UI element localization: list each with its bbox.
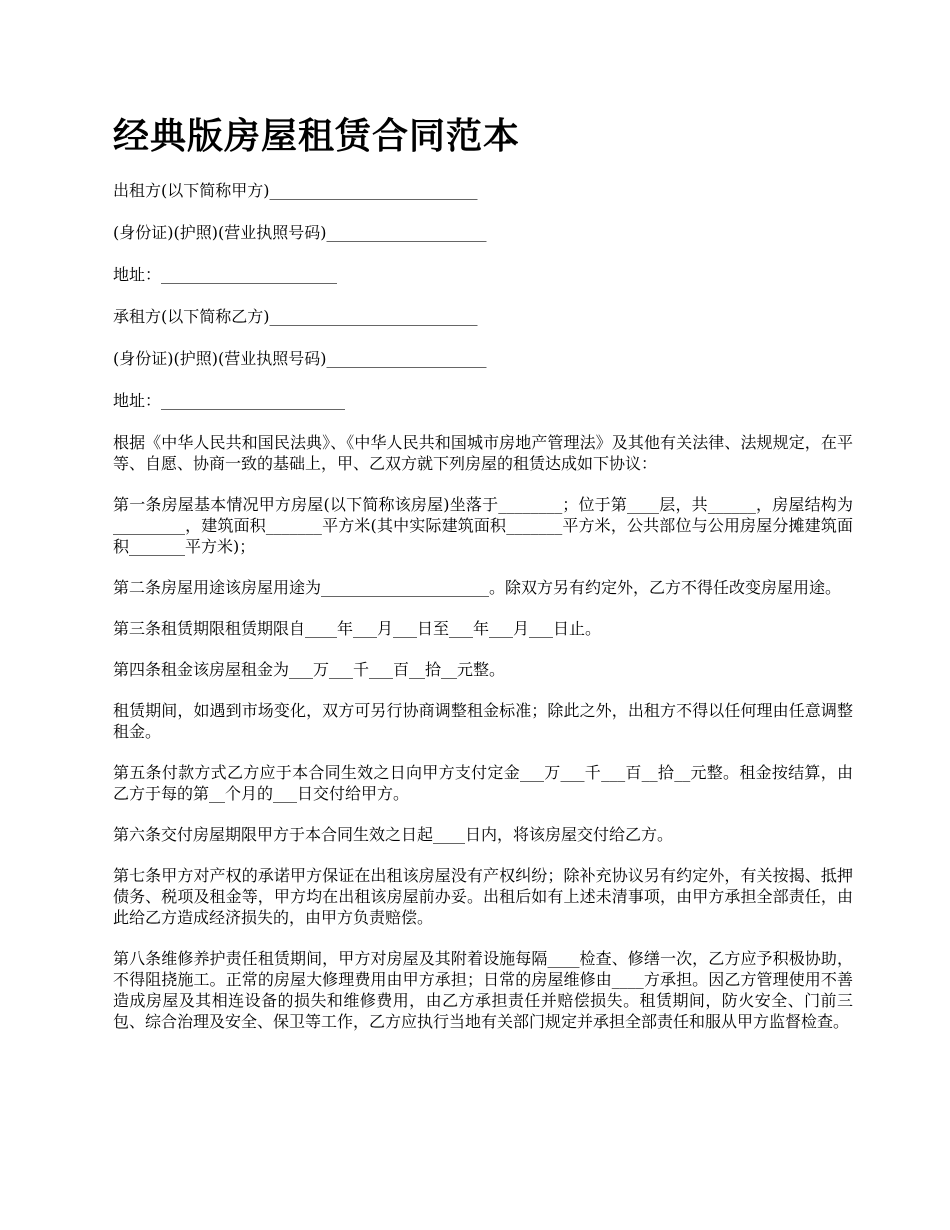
article-5-paragraph: 第五条付款方式乙方应于本合同生效之日向甲方支付定金___万___千___百__拾__元整。租金按结算，由乙方于每的第__个月的___日交付给甲方。: [113, 763, 853, 803]
article-3-paragraph: 第三条租赁期限租赁期限自____年___月___日至___年___月___日止。: [113, 619, 602, 638]
document-page: [113, 112, 853, 1052]
article-6-paragraph: 第六条交付房屋期限甲方于本合同生效之日起____日内，将该房屋交付给乙方。: [113, 825, 674, 844]
lessee-name-field: 承租方(以下简称乙方)__________________________: [113, 307, 478, 326]
preamble-paragraph: 根据《中华人民共和国民法典》、《中华人民共和国城市房地产管理法》及其他有关法律、法规规定，在平等、自愿、协商一致的基础上，甲、乙双方就下列房屋的租赁达成如下协议：: [113, 433, 853, 473]
article-2-paragraph: 第二条房屋用途该房屋用途为_____________________。除双方另有约定外，乙方不得任改变房屋用途。: [113, 578, 842, 597]
article-4-paragraph: 第四条租金该房屋租金为___万___千___百__拾__元整。: [113, 660, 506, 679]
document-title: 经典版房屋租赁合同范本: [113, 115, 521, 157]
lessee-address-field: 地址：_______________________: [113, 391, 346, 410]
lessee-id-field: (身份证)(护照)(营业执照号码)____________________: [113, 349, 487, 368]
lessor-address-field: 地址：______________________: [113, 265, 338, 284]
article-1-paragraph: 第一条房屋基本情况甲方房屋(以下简称该房屋)坐落于________；位于第____层，共______，房屋结构为_________，建筑面积_______平方米(其中实际建筑面积_______平方米，公共部位与公用房屋分摊建筑面积_______平方米)；: [113, 495, 853, 556]
lessor-name-field: 出租方(以下简称甲方)__________________________: [113, 181, 478, 200]
article-8-paragraph: 第八条维修养护责任租赁期间，甲方对房屋及其附着设施每隔____检查、修缮一次，乙方应予积极协助，不得阻挠施工。正常的房屋大修理费用由甲方承担；日常的房屋维修由____方承担。因乙方管理使用不善造成房屋及其相连设备的损失和维修费用，由乙方承担责任并赔偿损失。租赁期间，防火安全、门前三包、综合治理及安全、保卫等工作，乙方应执行当地有关部门规定并承担全部责任和服从甲方监督检查。: [113, 949, 853, 1031]
rent-adjustment-paragraph: 租赁期间，如遇到市场变化，双方可另行协商调整租金标准；除此之外，出租方不得以任何理由任意调整租金。: [113, 701, 853, 741]
lessor-id-field: (身份证)(护照)(营业执照号码)____________________: [113, 223, 487, 242]
article-7-paragraph: 第七条甲方对产权的承诺甲方保证在出租该房屋没有产权纠纷；除补充协议另有约定外，有关按揭、抵押债务、税项及租金等，甲方均在出租该房屋前办妥。出租后如有上述未清事项，由甲方承担全部责任，由此给乙方造成经济损失的，由甲方负责赔偿。: [113, 866, 853, 927]
